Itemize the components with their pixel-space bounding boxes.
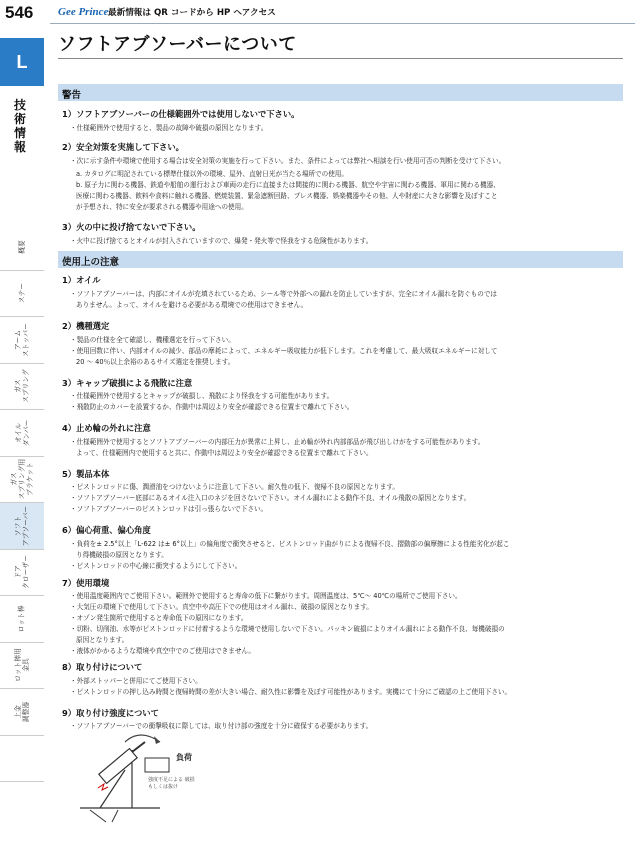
- usage-item-line: ・ピストンロッドの押し込み時間と復帰時間の差が大きい場合、耐久性に影響を及ぼす可能性があります。実機にて十分にご確認の上ご使用下さい。: [70, 688, 512, 696]
- usage-item-line: ・仕様範囲外で使用するとソフトアブソーバーの内部圧力が異常に上昇し、止め輪が外れ内部部品が飛び出しけがをする可能性があります。: [70, 438, 485, 446]
- usage-item-line: ・製品の仕様を全て確認し、機種選定を行って下さい。: [70, 336, 235, 344]
- usage-item-title: 5）製品本体: [62, 469, 110, 479]
- sidebar-tab-label: ロット棒用 金具: [13, 648, 30, 683]
- warning-item-title: 3）火の中に投げ捨てないで下さい。: [62, 222, 201, 232]
- main-content: [58, 30, 623, 59]
- usage-item-line: ・ソフトアブソーバーのピストンロッドは引っ張らないで下さい。: [70, 505, 268, 513]
- title-rule: [58, 58, 623, 59]
- usage-item-line: ありません。よって、オイルを避ける必要がある環境での使用はできません。: [76, 301, 308, 309]
- usage-item-line: ・ソフトアブソーバーでの衝撃吸収に際しては、取り付け部の強度を十分に確保する必要があります。: [70, 722, 373, 730]
- usage-item-line: 原因となります。: [76, 636, 129, 644]
- warning-item-title: 1）ソフトアブソーバーの仕様範囲外では使用しないで下さい。: [62, 109, 300, 119]
- usage-heading: 使用上の注意: [58, 251, 623, 268]
- warning-item-title: 2）安全対策を実施して下さい。: [62, 142, 184, 152]
- category-char: 情: [13, 126, 26, 140]
- warning-item-line: 医療に関わる機器、飲料や食料に触れる機器、燃焼装置、緊急遮断回路、プレス機器、娯楽機器やその他、人や財産に大きな影響を及ぼすこと: [76, 192, 498, 200]
- sidebar-tab-label: ドア クローザー: [13, 555, 30, 590]
- usage-item-title: 6）偏心荷重、偏心角度: [62, 525, 151, 535]
- illustration-caption-1: 強度不足による 破損: [148, 777, 195, 783]
- sidebar-tab-label: ステー: [17, 283, 26, 304]
- section-letter: L: [0, 38, 44, 86]
- brand-logo: Gee Prince: [58, 6, 109, 18]
- usage-item-line: ・飛散防止のカバーを設置するか、作動中は周辺より安全が確認できる位置まで離れて下さい。: [70, 403, 354, 411]
- usage-item-line: ・使用温度範囲内でご使用下さい。範囲外で使用すると寿命の低下に繋がります。周囲温度は、5℃〜 40℃の場所でご使用下さい。: [70, 592, 462, 600]
- usage-item-line: ・切粉、切削油、水等がピストンロッドに付着するような環境で使用しないで下さい。パッキン破損によりオイル漏れによる動作不良、毎機破損の: [70, 625, 505, 633]
- sidebar-tab-7[interactable]: [0, 550, 44, 597]
- usage-item-line: 20 〜 40％以上余裕のあるサイズ選定を推奨します。: [76, 358, 235, 366]
- warning-item-line: b. 原子力に関わる機器、鉄道や船舶の運行および車両の走行に直接または間接的に関わる機器、航空や宇宙に関わる機器、軍用に関わる機器、: [76, 181, 500, 189]
- warning-item-line: ・火中に投げ捨てるとオイルが封入されていますので、爆発・発火等で怪我をする危険性があります。: [70, 237, 373, 245]
- sidebar-tab-0[interactable]: [0, 224, 44, 271]
- sidebar-tab-8[interactable]: [0, 596, 44, 643]
- category-char: 術: [13, 112, 26, 126]
- sidebar-tab-label: ロット棒: [18, 605, 26, 633]
- sidebar-tab-label: 上金 調整器: [13, 701, 30, 722]
- sidebar-tab-9[interactable]: [0, 643, 44, 690]
- usage-item-line: よって、仕様範囲内で使用すると共に、作動中は周辺より安全が確認できる位置まで離れて下さい。: [76, 449, 373, 457]
- usage-item-line: り得機破損の原因となります。: [76, 551, 168, 559]
- sidebar-tab-label: ソフト アブソーバー: [13, 505, 30, 546]
- qr-notice: 最新情報は QR コードから HP へアクセス: [108, 8, 276, 18]
- mounting-illustration: [70, 730, 230, 830]
- sidebar-tab-label: 概要: [18, 239, 26, 254]
- category-char: 技: [13, 98, 26, 112]
- usage-item-line: ・ピストンロッドに傷、潤滑油をつけないように注意して下さい。耐久性の低下、復帰不良の原因となります。: [70, 483, 400, 491]
- usage-item-line: ・ソフトアブソーバーは、内部にオイルが充填されているため、シール等で外部への漏れを防止していますが、完全にオイル漏れを防ぐものでは: [70, 290, 498, 298]
- usage-item-line: ・ソフトアブソーバー底部にあるオイル注入口のネジを回さないで下さい。オイル漏れによる動作不良、オイル飛散の原因となります。: [70, 494, 471, 502]
- category-label: [10, 98, 30, 154]
- category-tabs: [0, 224, 44, 782]
- load-label: 負荷: [176, 753, 192, 762]
- sidebar-tab-4[interactable]: [0, 410, 44, 457]
- usage-item-title: 2）機種選定: [62, 321, 110, 331]
- usage-item-title: 8）取り付けについて: [62, 662, 143, 672]
- sidebar-tab-label: ガス スプリング: [13, 369, 30, 404]
- usage-item-line: ・ピストンロッドの中心線に衝突するようにして下さい。: [70, 562, 242, 570]
- sidebar-tab-label: アーム ストッパー: [14, 322, 30, 357]
- illustration-caption-2: もしくは抜け: [148, 784, 179, 790]
- usage-item-title: 9）取り付け強度について: [62, 708, 159, 718]
- sidebar-tab-2[interactable]: [0, 317, 44, 364]
- sidebar: [0, 26, 44, 842]
- warning-heading: 警告: [58, 84, 623, 101]
- usage-item-title: 7）使用環境: [62, 578, 110, 588]
- usage-item-line: ・負荷を± 2.5°以上「L-622 は± 6°以上」の偏角度で衝突させると、ピストンロッド曲がりによる復帰不良、摺動部の偏摩擦による性能劣化が起こ: [70, 540, 510, 548]
- page-title: ソフトアブソーバーについて: [58, 34, 297, 55]
- category-char: 報: [13, 140, 26, 154]
- warning-item-line: ・仕様範囲外で使用すると、製品の故障や破損の原因となります。: [70, 124, 268, 132]
- sidebar-tab-5[interactable]: [0, 457, 44, 504]
- usage-item-line: ・仕様範囲外で使用するとキャップが破損し、飛散により怪我をする可能性があります。: [70, 392, 334, 400]
- usage-item-title: 3）キャップ破損による飛散に注意: [62, 378, 193, 388]
- sidebar-tab-3[interactable]: [0, 364, 44, 411]
- sidebar-tab-10[interactable]: [0, 689, 44, 736]
- usage-item-line: ・大気圧の環境下で使用して下さい。真空中や高圧下での使用はオイル漏れ、破損の原因となります。: [70, 603, 373, 611]
- usage-item-title: 1）オイル: [62, 275, 101, 285]
- sidebar-tab-11[interactable]: [0, 736, 44, 783]
- page-number: 546: [5, 3, 34, 22]
- usage-item-line: ・外部ストッパーと併用にてご使用下さい。: [70, 677, 202, 685]
- sidebar-tab-label: オイル ダンパー: [14, 419, 30, 447]
- sidebar-tab-1[interactable]: [0, 271, 44, 318]
- warning-item-line: が予想され、特に安全が要求される機器や用途への使用。: [76, 203, 248, 211]
- header-rule: [50, 23, 635, 24]
- sidebar-tab-label: ガス スプリング用 ブラケット: [10, 459, 34, 500]
- warning-item-line: ・次に示す条件や環境で使用する場合は安全対策の実施を行って下さい。また、条件によっては弊社へ相談を行い使用可否の判断を受けて下さい。: [70, 157, 506, 165]
- sidebar-tab-6[interactable]: [0, 503, 44, 550]
- usage-item-line: ・使用回数に伴い、内部オイルの減少、部品の摩耗によって、エネルギー吸収能力が低下します。これを考慮して、最大吸収エネルギーに対して: [70, 347, 498, 355]
- usage-item-line: ・液体がかかるような環境や真空中でのご使用はできません。: [70, 647, 256, 655]
- warning-item-line: a. カタログに明記されている標準仕様以外の環境、屋外、直射日光が当たる場所での使用。: [76, 170, 348, 178]
- usage-item-title: 4）止め輪の外れに注意: [62, 423, 151, 433]
- usage-item-line: ・オゾン発生箇所で使用すると寿命低下の原因になります。: [70, 614, 248, 622]
